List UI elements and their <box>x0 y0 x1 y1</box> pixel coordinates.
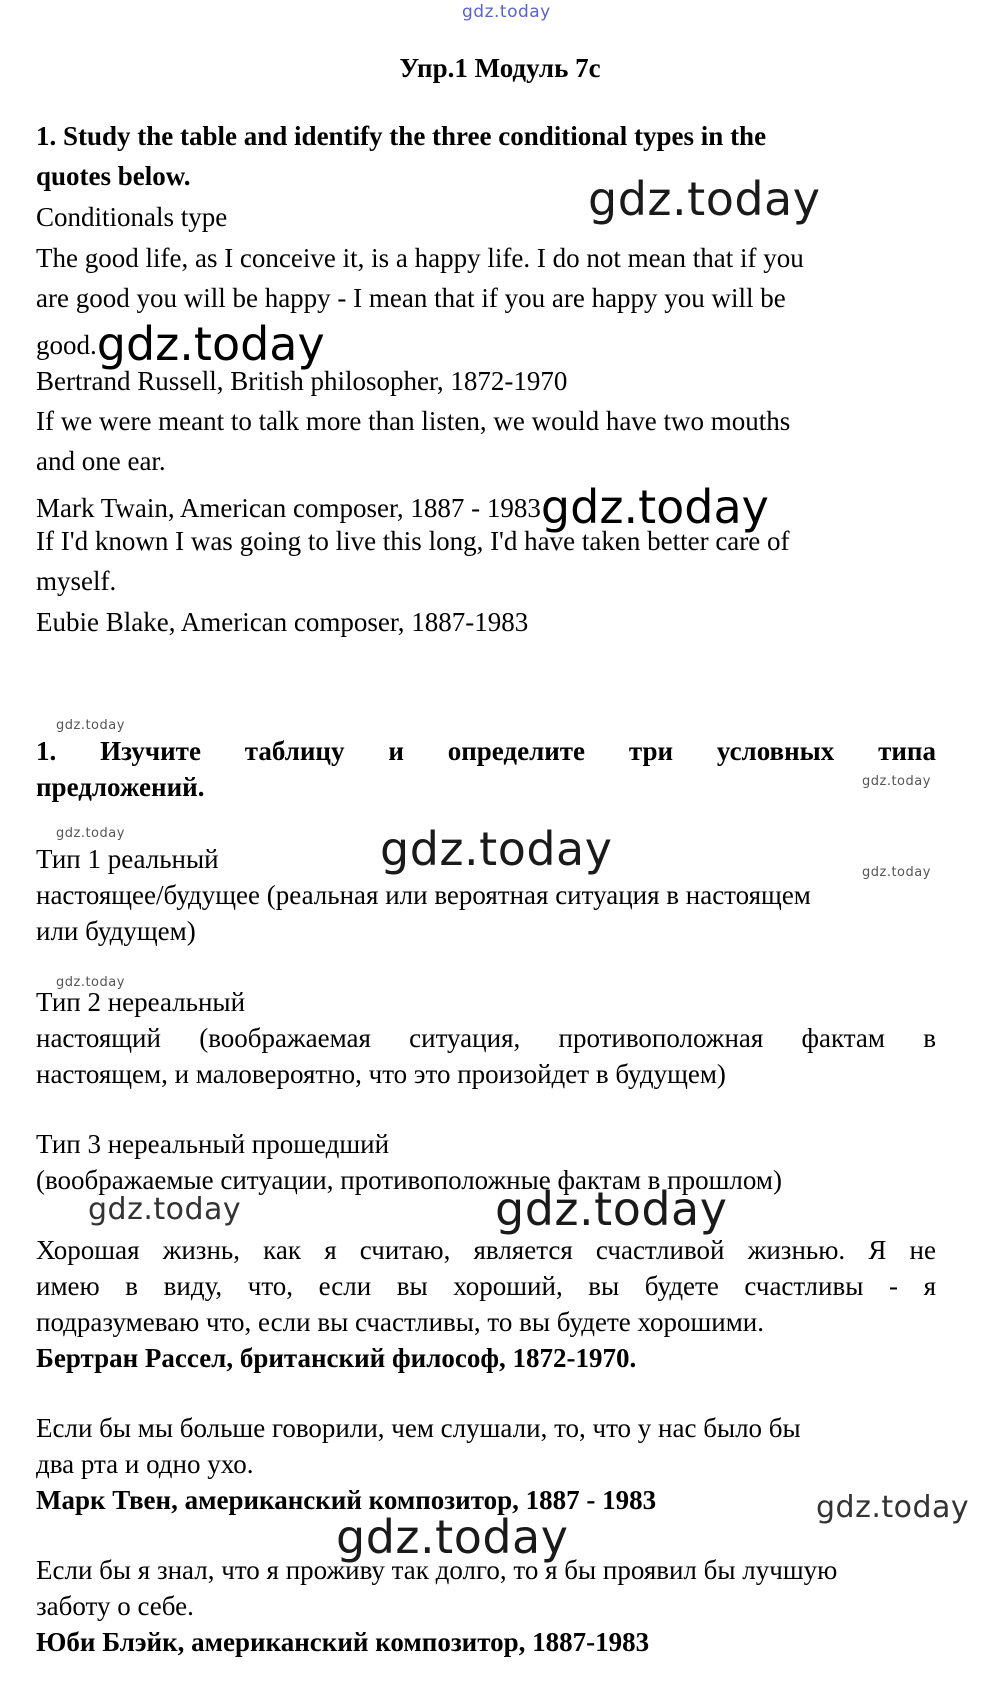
quote2-ru-line2: два рта и одно ухо. <box>36 1449 254 1479</box>
type1-line2: или будущем) <box>36 916 196 946</box>
author3-ru: Юби Блэйк, американский композитор, 1887-1983 <box>36 1627 650 1657</box>
conditionals-subheading: Conditionals type <box>36 202 228 232</box>
author1-ru: Бертран Рассел, британский философ, 1872-1970. <box>36 1343 637 1373</box>
type3-heading: Тип 3 нереальный прошедший <box>36 1129 390 1159</box>
quote1-ru-line1: Хорошая жизнь, как я считаю, является счастливой жизнью. Я не <box>36 1235 936 1265</box>
author3-en: Eubie Blake, American composer, 1887-1983 <box>36 607 529 637</box>
quote2-en-line1: If we were meant to talk more than listen, we would have two mouths <box>36 406 791 436</box>
quote2-ru-line1: Если бы мы больше говорили, чем слушали, то, что у нас было бы <box>36 1413 801 1443</box>
watermark-small: gdz.today <box>56 826 125 841</box>
watermark-small: gdz.today <box>862 774 931 789</box>
quote2-en-line2: and one ear. <box>36 446 166 476</box>
watermark: gdz.today <box>380 822 613 876</box>
page-title: Упр.1 Модуль 7с <box>399 53 601 83</box>
quote1-ru-line3: подразумеваю что, если вы счастливы, то вы будете хорошими. <box>36 1307 764 1337</box>
quote1-en-line3-text: good. <box>36 330 97 360</box>
task-heading-ru-line1: 1. Изучите таблицу и определите три условных типа <box>36 736 936 766</box>
watermark: gdz.today <box>588 172 821 226</box>
watermark-top: gdz.today <box>462 2 551 22</box>
type1-heading: Тип 1 реальный <box>36 844 219 874</box>
watermark-small: gdz.today <box>862 865 931 880</box>
task-heading-ru-line2: предложений. <box>36 772 205 802</box>
watermark: gdz.today <box>495 1182 728 1236</box>
quote3-ru-line2: заботу о себе. <box>36 1591 194 1621</box>
quote1-en-line3 <box>36 317 325 371</box>
type3-line1: (воображаемые ситуации, противоположные фактам в прошлом) <box>36 1165 782 1195</box>
quote1-en-line2: are good you will be happy - I mean that if you are happy you will be <box>36 283 786 313</box>
quote3-en-line1: If I'd known I was going to live this long, I'd have taken better care of <box>36 526 790 556</box>
watermark: gdz.today <box>540 480 769 534</box>
watermark: gdz.today <box>336 1510 569 1564</box>
author1-en: Bertrand Russell, British philosopher, 1872-1970 <box>36 366 568 396</box>
quote3-en-line2: myself. <box>36 566 117 596</box>
type2-line2: настоящем, и маловероятно, что это произойдет в будущем) <box>36 1059 726 1089</box>
quote3-ru-line1: Если бы я знал, что я проживу так долго, то я бы проявил бы лучшую <box>36 1555 838 1585</box>
watermark: gdz.today <box>96 317 325 371</box>
watermark: gdz.today <box>88 1192 242 1227</box>
quote1-ru-line2: имею в виду, что, если вы хороший, вы будете счастливы - я <box>36 1271 936 1301</box>
author2-en-text: Mark Twain, American composer, 1887 - 1983 <box>36 493 541 523</box>
watermark-small: gdz.today <box>56 718 125 733</box>
watermark-small: gdz.today <box>56 975 125 990</box>
type2-line1: настоящий (воображаемая ситуация, противоположная фактам в <box>36 1023 936 1053</box>
task-heading-en-line1: 1. Study the table and identify the three conditional types in the <box>36 121 767 151</box>
quote1-en-line1: The good life, as I conceive it, is a happy life. I do not mean that if you <box>36 243 804 273</box>
type2-heading: Тип 2 нереальный <box>36 987 246 1017</box>
task-heading-en-line2: quotes below. <box>36 161 191 191</box>
type1-line1: настоящее/будущее (реальная или вероятная ситуация в настоящем <box>36 880 811 910</box>
watermark: gdz.today <box>816 1490 970 1525</box>
author2-ru: Марк Твен, американский композитор, 1887 - 1983 <box>36 1485 657 1515</box>
